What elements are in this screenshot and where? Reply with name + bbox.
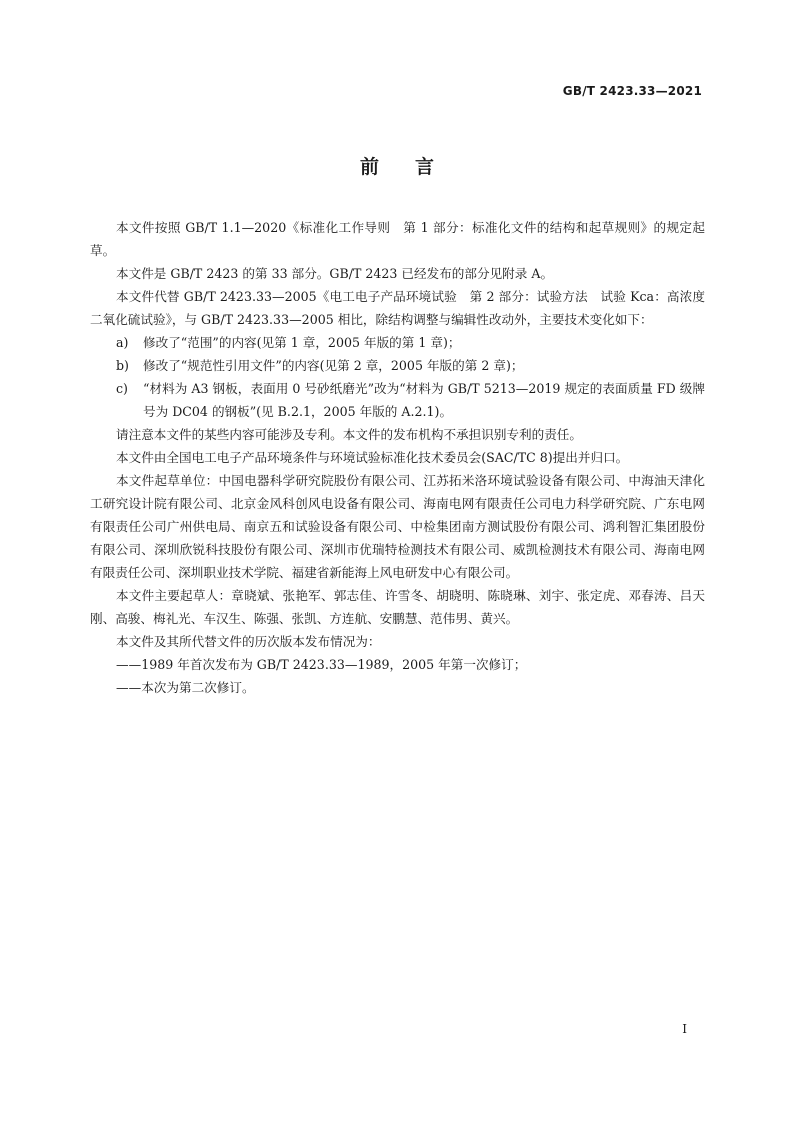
change-text: 修改了“范围”的内容(见第 1 章，2005 年版的第 1 章)； xyxy=(143,335,461,350)
paragraph-patent-notice: 请注意本文件的某些内容可能涉及专利。本文件的发布机构不承担识别专利的责任。 xyxy=(116,427,582,442)
list-marker: a) xyxy=(116,335,129,350)
paragraph-part-info: 本文件是 GB/T 2423 的第 33 部分。GB/T 2423 已经发布的部分见附录 A。 xyxy=(116,266,554,281)
paragraph-drafting-units: 本文件起草单位：中国电器科学研究院股份有限公司、江苏拓米洛环境试验设备有限公司、中海油天津化工研究设计院有限公司、北京金风科创风电设备有限公司、海南电网有限责任公司电力科学研究院、广东电网有限责任公司广州供电局、南京五和试验设备有限公司、中检集团南方测试股份有限公司、鸿利智汇集团股份有限公司、深圳欣锐科技股份有限公司、深圳市优瑞特检测技术有限公司、威凯检测技术有限公司、海南电网有限责任公司、深圳职业技术学院、福建省新能海上风电研发中心有限公司。 xyxy=(90,473,705,580)
paragraph-replacement: 本文件代替 GB/T 2423.33—2005《电工电子产品环境试验 第 2 部分：试验方法 试验 Kca：高浓度二氧化硫试验》，与 GB/T 2423.33—2005 相比，除结构调整与编辑性改动外，主要技术变化如下： xyxy=(90,289,705,327)
page-title: 前言 xyxy=(359,156,470,178)
paragraph-history-intro: 本文件及其所代替文件的历次版本发布情况为： xyxy=(116,634,381,649)
paragraph-drafting-rules: 本文件按照 GB/T 1.1—2020《标准化工作导则 第 1 部分：标准化文件的结构和起草规则》的规定起草。 xyxy=(90,220,705,258)
change-text: 修改了“规范性引用文件”的内容(见第 2 章，2005 年版的第 2 章)； xyxy=(143,358,524,373)
document-body xyxy=(90,216,705,699)
standard-number: GB/T 2423.33—2021 xyxy=(562,84,702,98)
change-item-a xyxy=(90,331,705,354)
history-item: ——本次为第二次修订。 xyxy=(116,680,255,695)
list-marker: c) xyxy=(116,381,128,396)
paragraph-drafters: 本文件主要起草人：章晓斌、张艳军、郭志佳、许雪冬、胡晓明、陈晓琳、刘宇、张定虎、邓春涛、吕天刚、高骏、梅礼光、车汉生、陈强、张凯、方连航、安鹏慧、范伟男、黄兴。 xyxy=(90,588,705,626)
page-number: I xyxy=(682,1022,687,1036)
list-marker: b) xyxy=(116,358,129,373)
change-item-c xyxy=(90,377,705,423)
change-item-b xyxy=(90,354,705,377)
change-text: “材料为 A3 钢板，表面用 0 号砂纸磨光”改为“材料为 GB/T 5213—2019 规定的表面质量 FD 级牌号为 DC04 的钢板”(见 B.2.1，2005 年版的 A.2.1)。 xyxy=(143,381,705,419)
paragraph-committee: 本文件由全国电工电子产品环境条件与环境试验标准化技术委员会(SAC/TC 8)提出并归口。 xyxy=(116,450,629,465)
history-item: ——1989 年首次发布为 GB/T 2423.33—1989，2005 年第一次修订； xyxy=(116,657,527,672)
